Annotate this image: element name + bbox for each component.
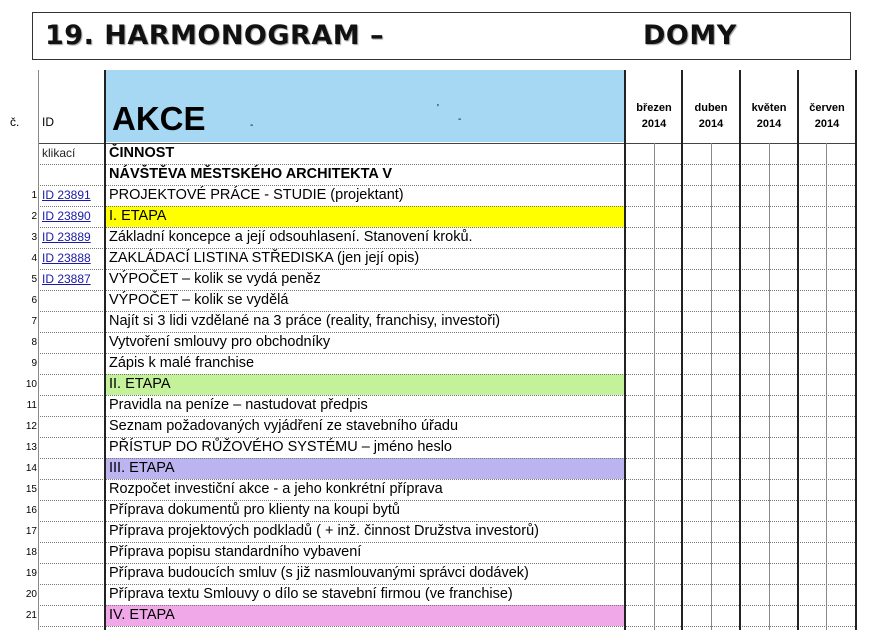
- activity-cell: III. ETAPA: [106, 458, 625, 479]
- row-divider: [38, 248, 855, 249]
- activity-cell: Příprava budoucích smluv (s již nasmlouvanými správci dodávek): [109, 565, 529, 581]
- row-number: 7: [31, 316, 37, 327]
- row-number: 1: [31, 190, 37, 201]
- month-year: 2014: [641, 118, 667, 130]
- activity-cell: ČINNOST: [109, 145, 175, 161]
- row-id: klikací: [42, 146, 76, 160]
- row-divider: [38, 269, 855, 270]
- row-divider: [38, 290, 855, 291]
- activity-cell: Pravidla na peníze – nastudovat předpis: [109, 397, 368, 413]
- row-divider: [38, 521, 855, 522]
- row-number: 21: [25, 610, 37, 621]
- row-divider: [38, 458, 855, 459]
- row-id-link[interactable]: ID 23890: [42, 209, 91, 223]
- row-divider: [38, 353, 855, 354]
- activity-cell: NÁVŠTĚVA MĚSTSKÉHO ARCHITEKTA V: [109, 166, 393, 182]
- column-divider: [654, 143, 655, 630]
- row-number: 5: [31, 274, 37, 285]
- row-number: 2: [31, 211, 37, 222]
- column-divider: [681, 70, 683, 630]
- column-divider: [855, 70, 857, 630]
- header-mark: -: [458, 114, 462, 125]
- row-number: 8: [31, 337, 37, 348]
- column-header-number: č.: [10, 115, 20, 129]
- row-number: 19: [25, 568, 37, 579]
- month-name: březen: [636, 102, 672, 114]
- month-header-brezen: [626, 100, 682, 132]
- row-divider: [38, 605, 855, 606]
- row-divider: [38, 311, 855, 312]
- activity-cell: VÝPOČET – kolik se vydělá: [109, 292, 289, 308]
- row-divider: [38, 332, 855, 333]
- header-mark: -: [250, 120, 254, 131]
- activity-cell: Najít si 3 lidi vzdělané na 3 práce (reality, franchisy, investoři): [109, 313, 501, 329]
- month-name: červen: [809, 102, 845, 114]
- title-box: [32, 12, 851, 60]
- header-mark: ': [437, 103, 439, 114]
- column-divider: [826, 143, 827, 630]
- activity-cell: Vytvoření smlouvy pro obchodníky: [109, 334, 331, 350]
- row-number: 11: [26, 400, 37, 411]
- activity-cell: IV. ETAPA: [106, 605, 625, 626]
- column-divider: [104, 70, 106, 630]
- month-header-kveten: [741, 100, 797, 132]
- spreadsheet: [0, 70, 891, 630]
- column-divider: [797, 70, 799, 630]
- column-divider: [769, 143, 770, 630]
- page-title-project: DOMY: [643, 20, 737, 51]
- activity-cell: II. ETAPA: [106, 374, 625, 395]
- row-divider: [38, 164, 855, 165]
- row-number: 20: [25, 589, 37, 600]
- row-divider: [38, 626, 855, 627]
- month-header-duben: [683, 100, 739, 132]
- column-divider: [739, 70, 741, 630]
- column-divider: [38, 70, 39, 630]
- row-number: 4: [31, 253, 37, 264]
- page-title: 19. HARMONOGRAM –: [45, 20, 384, 51]
- row-number: 3: [31, 232, 37, 243]
- row-number: 13: [25, 442, 37, 453]
- activity-cell: PROJEKTOVÉ PRÁCE - STUDIE (projektant): [109, 187, 404, 203]
- row-number: 14: [25, 463, 37, 474]
- month-name: duben: [694, 102, 728, 114]
- row-divider: [38, 185, 855, 186]
- column-header-akce: AKCE: [112, 100, 206, 137]
- row-number: 18: [25, 547, 37, 558]
- row-divider: [38, 206, 855, 207]
- activity-cell: Zápis k malé franchise: [109, 355, 255, 371]
- activity-cell: Základní koncepce a její odsouhlasení. Stanovení kroků.: [109, 229, 473, 245]
- activity-cell: PŘÍSTUP DO RŮŽOVÉHO SYSTÉMU – jméno heslo: [109, 439, 452, 455]
- row-divider: [38, 227, 855, 228]
- row-divider: [38, 143, 855, 144]
- activity-cell: Rozpočet investiční akce - a jeho konkrétní příprava: [109, 481, 443, 497]
- activity-cell: I. ETAPA: [106, 206, 625, 227]
- column-divider: [711, 143, 712, 630]
- row-number: 15: [25, 484, 37, 495]
- month-header-cerven: [799, 100, 855, 132]
- activity-cell: Seznam požadovaných vyjádření ze stavebního úřadu: [109, 418, 459, 434]
- row-divider: [38, 500, 855, 501]
- row-divider: [38, 542, 855, 543]
- month-year: 2014: [814, 118, 840, 130]
- row-id-link[interactable]: ID 23891: [42, 188, 91, 202]
- month-year: 2014: [756, 118, 782, 130]
- row-number: 16: [25, 505, 37, 516]
- row-divider: [38, 416, 855, 417]
- row-id-link[interactable]: ID 23889: [42, 230, 91, 244]
- row-divider: [38, 437, 855, 438]
- row-number: 6: [31, 295, 37, 306]
- row-divider: [38, 374, 855, 375]
- row-divider: [38, 563, 855, 564]
- row-divider: [38, 395, 855, 396]
- row-divider: [38, 584, 855, 585]
- month-name: květen: [751, 102, 787, 114]
- activity-cell: Příprava projektových podkladů ( + inž. činnost Družstva investorů): [109, 523, 539, 539]
- activity-cell: Příprava textu Smlouvy o dílo se stavební firmou (ve franchise): [109, 586, 513, 602]
- activity-cell: ZAKLÁDACÍ LISTINA STŘEDISKA (jen její opis): [109, 250, 420, 266]
- column-divider: [624, 70, 626, 630]
- row-number: 10: [25, 379, 37, 390]
- row-divider: [38, 479, 855, 480]
- activity-cell: Příprava dokumentů pro klienty na koupi bytů: [109, 502, 400, 518]
- row-number: 9: [31, 358, 37, 369]
- month-year: 2014: [698, 118, 724, 130]
- activity-cell: Příprava popisu standardního vybavení: [109, 544, 362, 560]
- row-id-link[interactable]: ID 23887: [42, 272, 91, 286]
- row-number: 17: [25, 526, 37, 537]
- row-id-link[interactable]: ID 23888: [42, 251, 91, 265]
- row-number: 12: [25, 421, 37, 432]
- column-header-id: ID: [42, 115, 54, 129]
- activity-cell: VÝPOČET – kolik se vydá peněz: [109, 271, 321, 287]
